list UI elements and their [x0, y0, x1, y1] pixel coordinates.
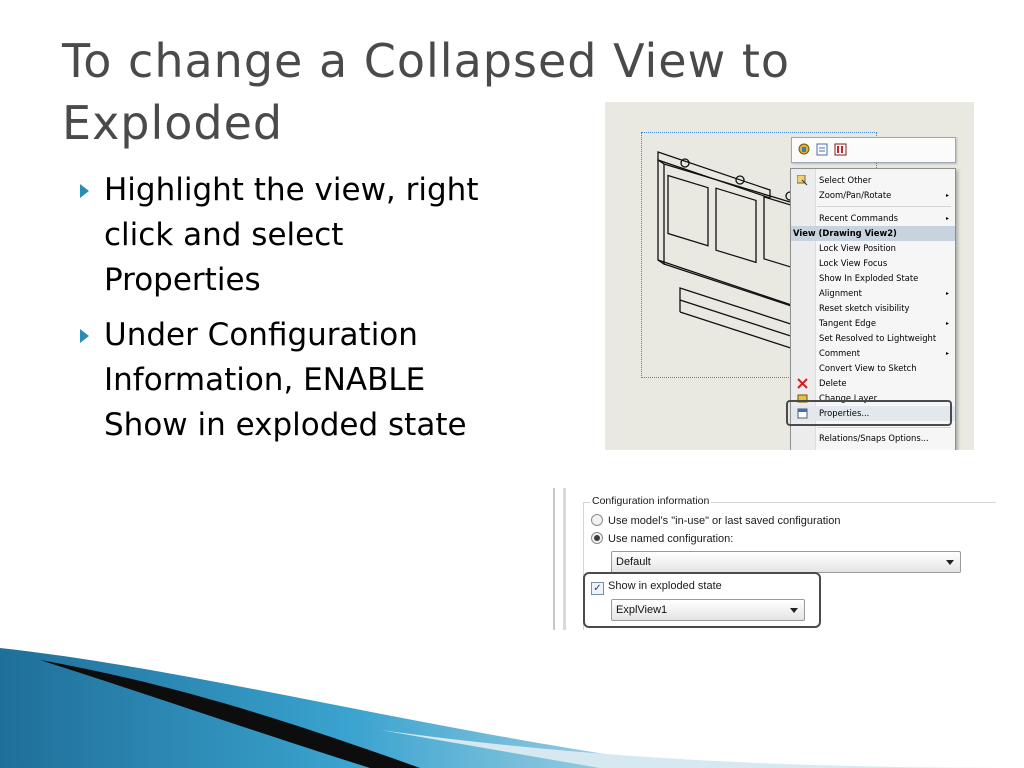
menu-item-zoom-pan-rotate[interactable]: [791, 188, 955, 203]
submenu-arrow-icon: ▸: [945, 290, 949, 297]
menu-item-label: Recent Commands: [819, 213, 899, 223]
layer-icon[interactable]: [816, 143, 829, 156]
menu-item-label: Lock View Focus: [819, 258, 888, 268]
named-configuration-dropdown[interactable]: [611, 551, 961, 573]
bullet-arrow-icon: [80, 184, 89, 198]
menu-item-alignment[interactable]: [791, 286, 955, 301]
menu-item-label: Relations/Snaps Options...: [819, 433, 929, 443]
menu-header-label: View (Drawing View2): [793, 228, 897, 238]
configuration-group-title: Configuration information: [592, 495, 710, 507]
menu-item-set-resolved-lightweight[interactable]: [791, 331, 955, 346]
menu-item-relations-snaps-options[interactable]: [791, 431, 955, 446]
radio-button[interactable]: [591, 514, 603, 526]
radio-button-selected[interactable]: [591, 532, 603, 544]
radio-label: Use model's "in-use" or last saved configuration: [608, 515, 841, 527]
menu-item-label: Change Layer: [819, 393, 878, 403]
relations-icon[interactable]: [834, 143, 847, 156]
select-other-icon: [797, 175, 808, 186]
dropdown-value: ExplView1: [616, 604, 668, 616]
bullet-list: [76, 168, 506, 458]
dropdown-value: Default: [616, 556, 651, 568]
context-toolbar: [791, 137, 956, 163]
slide-title: To change a Collapsed View to Exploded: [62, 34, 791, 150]
menu-item-lock-view-position[interactable]: [791, 241, 955, 256]
submenu-arrow-icon: ▸: [945, 350, 949, 357]
menu-item-select-other[interactable]: [791, 173, 955, 188]
menu-item-delete[interactable]: [791, 376, 955, 391]
menu-item-label: Set Resolved to Lightweight: [819, 333, 937, 343]
panel-scrollbar[interactable]: [563, 488, 566, 630]
submenu-arrow-icon: ▸: [945, 320, 949, 327]
view-palette-icon[interactable]: [798, 143, 811, 156]
bullet-text: Highlight the view, right click and select Properties: [104, 172, 479, 298]
delete-icon: [797, 378, 808, 389]
menu-item-label: Reset sketch visibility: [819, 303, 910, 313]
menu-item-recent-commands[interactable]: [791, 211, 955, 226]
exploded-state-highlight-box: [583, 572, 821, 628]
menu-item-lock-view-focus[interactable]: [791, 256, 955, 271]
menu-item-label: Convert View to Sketch: [819, 363, 917, 373]
menu-item-convert-view-to-sketch[interactable]: [791, 361, 955, 376]
bullet-item: [76, 313, 506, 448]
bullet-arrow-icon: [80, 329, 89, 343]
menu-item-label: Tangent Edge: [819, 318, 876, 328]
menu-item-label: Alignment: [819, 288, 862, 298]
bullet-text: Under Configuration Information, ENABLE Show in exploded state: [104, 317, 467, 443]
radio-label: Use named configuration:: [608, 533, 734, 545]
bullet-item: [76, 168, 506, 303]
menu-item-reset-sketch-visibility[interactable]: [791, 301, 955, 316]
menu-separator: [817, 427, 951, 428]
menu-item-label: Zoom/Pan/Rotate: [819, 190, 892, 200]
menu-item-label: Properties...: [819, 408, 870, 418]
radio-use-named-config[interactable]: [591, 532, 733, 545]
properties-highlight-box: [786, 400, 952, 426]
radio-use-in-use-config[interactable]: [591, 514, 840, 527]
submenu-arrow-icon: ▸: [945, 215, 949, 222]
panel-border: [553, 488, 555, 630]
menu-item-tangent-edge[interactable]: [791, 316, 955, 331]
menu-separator: [817, 206, 951, 207]
decorative-swoosh: [0, 630, 1024, 768]
menu-item-label: Lock View Position: [819, 243, 896, 253]
dropdown-arrow-icon: [946, 560, 954, 565]
submenu-arrow-icon: ▸: [945, 192, 949, 199]
menu-section-header: [791, 226, 955, 241]
show-exploded-checkbox[interactable]: ✓: [591, 582, 604, 595]
menu-item-label: Delete: [819, 378, 847, 388]
menu-item-label: Show In Exploded State: [819, 273, 919, 283]
menu-item-show-in-exploded-state[interactable]: [791, 271, 955, 286]
checkbox-label: Show in exploded state: [608, 580, 722, 592]
context-menu-screenshot: [605, 102, 974, 450]
menu-item-label: Comment: [819, 348, 861, 358]
configuration-panel-screenshot: [553, 488, 996, 630]
menu-item-label: Select Other: [819, 175, 872, 185]
menu-item-comment[interactable]: [791, 346, 955, 361]
